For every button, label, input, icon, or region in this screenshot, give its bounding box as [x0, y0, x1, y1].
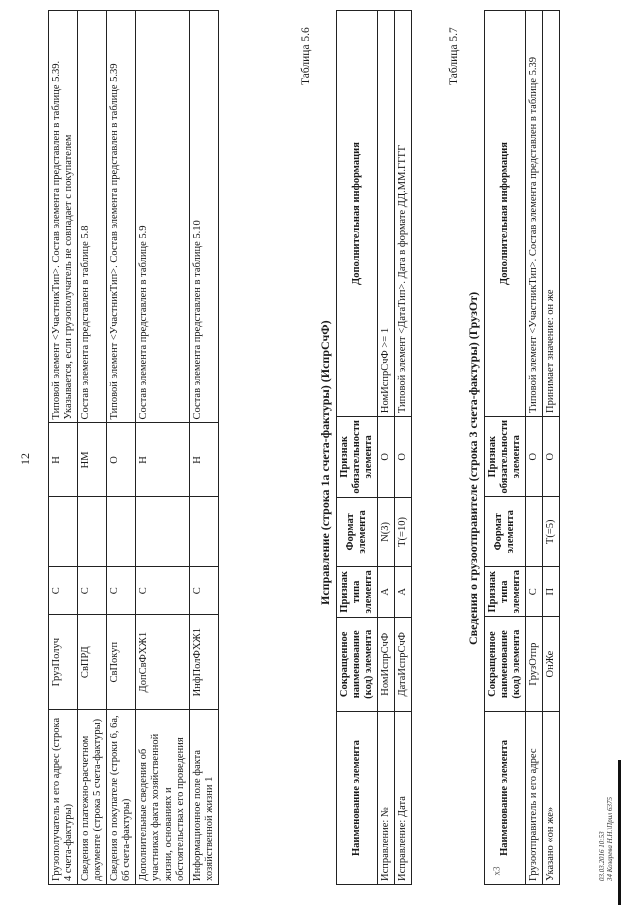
- element-code-cell: СвПРД: [78, 615, 107, 710]
- element-code-cell: СвПокуп: [107, 615, 136, 710]
- table-row: [395, 11, 412, 885]
- format-cell: [526, 497, 543, 567]
- element-name-cell: Сведения о платежно-расчетном документе (строка 5 счета-фактуры): [78, 710, 107, 885]
- info-cell: Принимает значение: он же: [543, 11, 560, 417]
- table-row: [189, 11, 218, 885]
- type-cell: А: [395, 567, 412, 617]
- required-cell: Н: [189, 423, 218, 497]
- element-name-cell: Указано «он же»: [543, 711, 560, 884]
- table-row: [526, 11, 543, 885]
- type-cell: С: [78, 567, 107, 615]
- column-header: Признак обязательности элемента: [337, 417, 378, 498]
- info-cell: Состав элемента представлен в таблице 5.9: [136, 11, 189, 423]
- format-cell: N(3): [378, 497, 395, 567]
- required-cell: О: [526, 416, 543, 497]
- element-code-cell: ГрузОтпр: [526, 617, 543, 712]
- element-name-cell: Сведения о покупателе (строки 6, 6а, 6б счета-фактуры): [107, 710, 136, 885]
- type-cell: С: [49, 567, 78, 615]
- column-header: Признак типа элемента: [337, 567, 378, 617]
- element-code-cell: ДатаИспрСчФ: [395, 617, 412, 712]
- type-cell: С: [136, 567, 189, 615]
- column-header: Формат элемента: [485, 497, 526, 567]
- element-code-cell: НомИспрСчФ: [378, 617, 395, 712]
- type-cell: А: [378, 567, 395, 617]
- element-name-cell: Исправление: Дата: [395, 712, 412, 885]
- format-cell: [136, 497, 189, 567]
- page-edge-shadow: [618, 760, 621, 905]
- type-cell: С: [526, 567, 543, 617]
- column-header: Сокращенное наименование (код) элемента: [485, 617, 526, 712]
- element-code-cell: ОнЖе: [543, 617, 560, 712]
- page-number: 12: [18, 453, 32, 465]
- table-row: [136, 11, 189, 885]
- required-cell: О: [378, 417, 395, 498]
- required-cell: Н: [136, 423, 189, 497]
- side-mark: x3: [491, 866, 502, 876]
- element-name-cell: Исправление: №: [378, 712, 395, 885]
- type-cell: П: [543, 567, 560, 617]
- required-cell: Н: [49, 423, 78, 497]
- element-code-cell: ДопСвФХЖ1: [136, 615, 189, 710]
- column-header: Признак типа элемента: [485, 567, 526, 617]
- table-row: [378, 11, 395, 885]
- info-cell: Типовой элемент <УчастникТип>. Состав элемента представлен в таблице 5.39. Указывается, если грузополучатель не совпадает с покупателем: [49, 11, 78, 423]
- info-cell: Типовой элемент <УчастникТип>. Состав элемента представлен в таблице 5.39: [107, 11, 136, 423]
- format-cell: [49, 497, 78, 567]
- column-header: Сокращенное наименование (код) элемента: [337, 617, 378, 712]
- print-stamp: [598, 797, 615, 881]
- stamp-line-2: 34 Козарева Н.Н.\Прил 6375: [606, 796, 615, 881]
- table-row: [49, 11, 78, 885]
- column-header: Наименование элемента: [337, 712, 378, 885]
- element-name-cell: Грузополучатель и его адрес (строка 4 счета-фактуры): [49, 710, 78, 885]
- info-cell: Типовой элемент <УчастникТип>. Состав элемента представлен в таблице 5.39: [526, 11, 543, 417]
- element-code-cell: ГрузПолуч: [49, 615, 78, 710]
- continuation-table: [48, 10, 219, 885]
- table-label-5-6: Таблица 5.6: [300, 27, 312, 85]
- element-code-cell: ИнфПолФХЖ1: [189, 615, 218, 710]
- table-row: [78, 11, 107, 885]
- required-cell: О: [543, 416, 560, 497]
- table-5-7: [484, 10, 560, 885]
- table-row: [107, 11, 136, 885]
- required-cell: О: [107, 423, 136, 497]
- required-cell: О: [395, 417, 412, 498]
- column-header: Дополнительная информация: [337, 11, 378, 417]
- info-cell: Состав элемента представлен в таблице 5.8: [78, 11, 107, 423]
- element-name-cell: Информационное поле факта хозяйственной жизни 1: [189, 710, 218, 885]
- format-cell: [189, 497, 218, 567]
- format-cell: Т(=5): [543, 497, 560, 567]
- element-name-cell: Дополнительные сведения об участниках факта хозяйственной жизни, основаниях и обстоятельствах его проведения: [136, 710, 189, 885]
- table-title-5-6: Исправление (строка 1а счета-фактуры) (ИспрСчФ): [318, 320, 332, 605]
- info-cell: НомИспрСчФ >= 1: [378, 11, 395, 417]
- stamp-line-1: 03.03.2016 10:53: [598, 831, 606, 881]
- table-5-6: [336, 10, 412, 885]
- format-cell: [78, 497, 107, 567]
- format-cell: Т(=10): [395, 497, 412, 567]
- element-name-cell: Грузоотправитель и его адрес: [526, 711, 543, 884]
- column-header: Дополнительная информация: [485, 11, 526, 417]
- column-header: Признак обязательности элемента: [485, 416, 526, 497]
- table-label-5-7: Таблица 5.7: [448, 27, 460, 85]
- type-cell: С: [107, 567, 136, 615]
- table-row: [543, 11, 560, 885]
- required-cell: НМ: [78, 423, 107, 497]
- type-cell: С: [189, 567, 218, 615]
- column-header: Наименование элемента: [485, 711, 526, 884]
- table-title-5-7: Сведения о грузоотправителе (строка 3 счета-фактуры) (ГрузОт): [466, 291, 480, 645]
- format-cell: [107, 497, 136, 567]
- info-cell: Состав элемента представлен в таблице 5.10: [189, 11, 218, 423]
- column-header: Формат элемента: [337, 497, 378, 567]
- info-cell: Типовой элемент <ДатаТип>. Дата в формате ДД.ММ.ГГГГ: [395, 11, 412, 417]
